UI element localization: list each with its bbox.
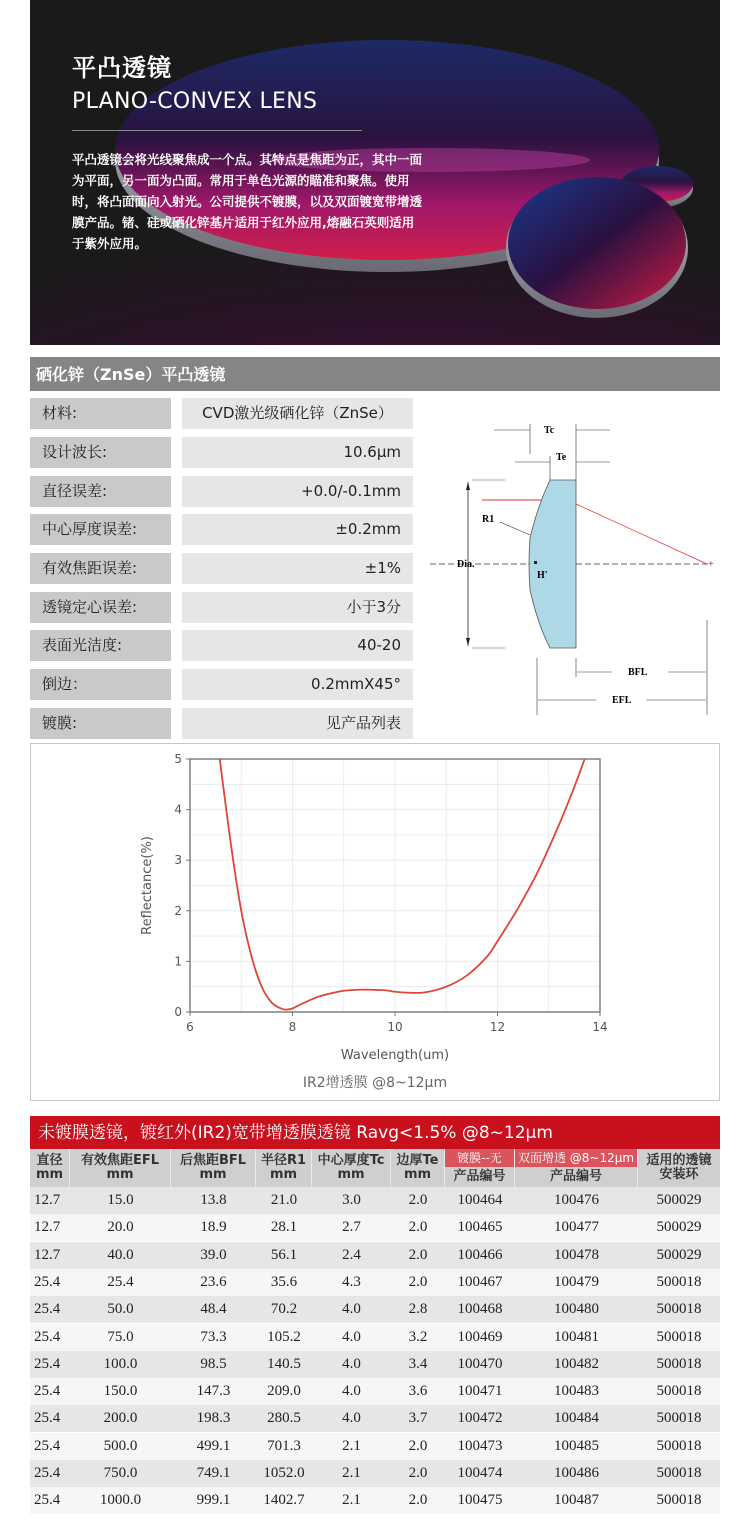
svg-text:+: + [708,559,714,570]
table-cell: 100487 [554,1492,599,1509]
table-cell: 4.0 [342,1383,361,1400]
table-cell: 98.5 [200,1355,227,1372]
tc-label: Tc [544,425,555,436]
table-cell: 100473 [457,1437,503,1454]
col-header-radius: 半径R1 mm [256,1149,312,1187]
reflectance-plot [31,744,719,1100]
table-cell: 25.4 [34,1492,61,1509]
spec-value: ±1% [182,553,413,584]
reflectance-chart [30,743,720,1101]
table-cell: 48.4 [200,1301,227,1318]
table-cell: 500.0 [103,1437,138,1454]
spec-row-surface-quality [30,630,413,661]
table-cell: 280.5 [267,1410,301,1427]
svg-text:2: 2 [174,903,182,918]
table-cell: 4.0 [342,1410,361,1427]
table-row [30,1378,720,1405]
table-cell: 750.0 [103,1465,138,1481]
te-label: Te [556,452,567,463]
table-row [30,1433,720,1460]
table-cell: 1000.0 [99,1492,142,1509]
table-cell: 100464 [457,1192,503,1208]
table-cell: 4.0 [342,1328,361,1345]
table-cell: 2.1 [342,1492,361,1509]
chart-caption: IR2增透膜 @8~12μm [302,1075,448,1091]
table-cell: 3.4 [408,1355,428,1372]
spec-row-wavelength [30,437,413,468]
spec-label: 倒边： [30,669,171,700]
table-cell: 100479 [554,1273,599,1290]
table-cell: 25.4 [34,1437,61,1454]
r1-label: R1 [482,514,495,525]
table-cell: 100482 [554,1355,599,1372]
table-cell: 100483 [554,1383,599,1400]
table-cell: 2.4 [342,1246,361,1263]
table-cell: 140.5 [267,1355,301,1372]
table-cell: 25.4 [107,1273,134,1290]
table-cell: 4.0 [342,1301,361,1318]
spec-row-center-thickness-tolerance [30,514,413,545]
table-cell: 1052.0 [263,1465,305,1481]
table-cell: 2.0 [408,1492,428,1509]
lens-geometry-diagram [420,410,730,720]
table-cell: 500018 [656,1492,702,1509]
col-header-mount: 适用的透镜 安装环 [646,1153,712,1182]
table-cell: 25.4 [34,1410,61,1427]
table-cell: 100472 [457,1410,503,1427]
spec-row-coating [30,708,413,739]
table-cell: 25.4 [34,1273,61,1290]
table-cell: 2.0 [408,1192,428,1208]
table-cell: 28.1 [270,1219,298,1236]
table-cell: 100481 [554,1328,599,1345]
spec-value: ±0.2mm [182,514,413,545]
table-cell: 2.7 [342,1219,361,1236]
banner-title-cn: 平凸透镜 [72,54,172,82]
table-cell: 100477 [554,1219,599,1236]
table-cell: 18.9 [200,1219,227,1236]
svg-text:14: 14 [592,1020,608,1034]
table-cell: 56.1 [270,1246,298,1263]
hero-banner [30,0,720,345]
spec-label: 透镜定心误差: [30,592,171,623]
spec-row-efl-tolerance [30,553,413,584]
table-cell: 12.7 [34,1246,61,1263]
h-principal-label: H' [537,570,548,581]
table-cell: 100485 [554,1437,599,1454]
table-row [30,1296,720,1323]
table-cell: 2.0 [408,1246,428,1263]
table-cell: 500018 [656,1383,702,1400]
table-cell: 500018 [656,1273,702,1290]
svg-text:12: 12 [489,1020,506,1034]
table-cell: 100484 [554,1410,599,1427]
table-cell: 105.2 [267,1328,301,1345]
table-cell: 25.4 [34,1465,61,1481]
svg-text:6: 6 [186,1020,194,1034]
spec-row-bevel [30,669,413,700]
table-cell: 999.1 [196,1492,231,1509]
table-cell: 35.6 [270,1273,298,1290]
table-cell: 500018 [656,1410,702,1427]
spec-section-header: 硒化锌（ZnSe）平凸透镜 [30,357,720,391]
spec-value: 小于3分 [182,592,413,623]
table-cell: 2.0 [408,1465,428,1481]
spec-value: CVD激光级硒化锌（ZnSe） [182,398,413,429]
table-cell: 500018 [656,1465,702,1481]
table-cell: 500018 [656,1355,702,1372]
table-cell: 2.0 [408,1273,428,1290]
table-cell: 2.8 [408,1301,428,1318]
table-cell: 40.0 [107,1246,134,1263]
table-cell: 20.0 [107,1219,134,1236]
table-cell: 500018 [656,1301,702,1318]
table-cell: 39.0 [200,1246,227,1263]
spec-row-material [30,398,413,429]
table-cell: 3.2 [408,1328,428,1345]
table-cell: 100470 [457,1355,503,1372]
spec-value: 10.6μm [182,437,413,468]
product-table-title: 未镀膜透镜，镀红外(IR2)宽带增透膜透镜 Ravg<1.5% @8~12μm [30,1116,720,1149]
table-cell: 147.3 [196,1383,231,1400]
table-cell: 4.3 [342,1273,361,1290]
table-row [30,1460,720,1487]
banner-divider [72,130,362,131]
spec-label: 镀膜: [30,708,171,739]
svg-text:8: 8 [288,1020,297,1034]
spec-value: 0.2mmX45° [182,669,413,700]
table-cell: 150.0 [103,1383,138,1400]
table-cell: 13.8 [200,1192,227,1208]
spec-value: 见产品列表 [182,708,413,739]
table-cell: 23.6 [200,1273,227,1290]
spec-label: 表面光洁度: [30,630,171,661]
table-cell: 100480 [554,1301,599,1318]
table-row [30,1351,720,1378]
table-cell: 198.3 [196,1410,231,1427]
table-cell: 500018 [656,1328,702,1345]
table-cell: 12.7 [34,1219,61,1236]
table-cell: 21.0 [270,1192,298,1208]
spec-value: 40-20 [182,630,413,661]
table-cell: 12.7 [34,1192,61,1208]
col-header-efl: 有效焦距EFL mm [70,1149,171,1187]
table-cell: 1402.7 [263,1492,305,1509]
spec-label: 中心厚度误差: [30,514,171,545]
table-cell: 100467 [457,1273,503,1290]
table-cell: 701.3 [267,1437,301,1454]
table-row [30,1242,720,1269]
y-axis-label: Reflectance(%) [140,836,155,935]
table-cell: 500018 [656,1437,702,1454]
table-cell: 3.7 [408,1410,428,1427]
table-cell: 50.0 [107,1301,134,1318]
table-cell: 25.4 [34,1301,61,1318]
table-cell: 3.6 [408,1383,428,1400]
table-cell: 500029 [656,1246,702,1263]
svg-text:3: 3 [174,853,182,868]
banner-title-en: PLANO-CONVEX LENS [72,89,318,114]
spec-label: 直径误差: [30,476,171,507]
col-header-diameter: 直径 mm [30,1149,70,1187]
table-cell: 73.3 [200,1328,227,1345]
svg-text:4: 4 [174,802,182,817]
table-cell: 749.1 [196,1465,231,1481]
spec-row-diameter-tolerance [30,476,413,507]
product-table-header [30,1149,720,1187]
table-cell: 2.1 [342,1437,361,1454]
table-cell: 200.0 [103,1410,138,1427]
table-cell: 100469 [457,1328,503,1345]
dia-label: Dia. [457,559,475,570]
spec-label: 设计波长: [30,437,171,468]
table-cell: 100475 [457,1492,503,1509]
col-header-edge-thickness: 边厚Te mm [391,1149,445,1187]
svg-text:10: 10 [387,1020,403,1034]
table-cell: 75.0 [107,1328,134,1345]
table-row [30,1214,720,1241]
table-cell: 209.0 [267,1383,301,1400]
table-cell: 2.1 [342,1465,361,1481]
table-cell: 500029 [656,1219,702,1236]
table-row [30,1269,720,1296]
svg-text:0: 0 [174,1005,182,1019]
table-cell: 100468 [457,1301,503,1318]
spec-label: 材料: [30,398,171,429]
table-cell: 70.2 [270,1301,298,1318]
reflectance-curve [220,759,585,1010]
banner-description: 平凸透镜会将光线聚焦成一个点。其特点是焦距为正，其中一面为平面，另一面为凸面。常用于单色光源的瞄准和聚焦。使用时，将凸面面向入射光。公司提供不镀膜，以及双面镀宽带增透膜产品。锗、硅或硒化锌基片适用于红外应用,熔融石英则适用于紫外应用。 [72,152,423,251]
table-row [30,1405,720,1432]
svg-text:5: 5 [174,752,182,766]
table-cell: 500029 [656,1192,702,1208]
spec-value: +0.0/-0.1mm [182,476,413,507]
table-cell: 2.0 [408,1219,428,1236]
svg-text:1: 1 [174,954,182,969]
table-cell: 25.4 [34,1383,61,1400]
table-row [30,1324,720,1351]
table-cell: 100486 [554,1465,599,1481]
efl-label: EFL [612,695,632,706]
col-header-uncoated-part: 镀膜--无 产品编号 [445,1149,515,1187]
spec-label: 有效焦距误差: [30,553,171,584]
col-header-ar-coated-part: 双面增透 @8~12μm 产品编号 [515,1149,638,1187]
table-cell: 15.0 [107,1192,134,1208]
table-cell: 100476 [554,1192,599,1208]
table-cell: 25.4 [34,1355,61,1372]
spec-row-centration [30,592,413,623]
table-cell: 100471 [457,1383,503,1400]
bfl-label: BFL [628,667,648,678]
table-cell: 100478 [554,1246,599,1263]
col-header-bfl: 后焦距BFL mm [171,1149,256,1187]
table-cell: 499.1 [196,1437,231,1454]
table-row [30,1187,720,1214]
col-header-center-thickness: 中心厚度Tc mm [312,1149,391,1187]
table-cell: 100465 [457,1219,503,1236]
table-cell: 4.0 [342,1355,361,1372]
table-row [30,1487,720,1514]
table-cell: 3.0 [342,1192,361,1208]
table-cell: 25.4 [34,1328,61,1345]
table-cell: 2.0 [408,1437,428,1454]
x-axis-label: Wavelength(um) [340,1048,450,1063]
table-cell: 100466 [457,1246,503,1263]
table-cell: 100474 [457,1465,503,1481]
table-cell: 100.0 [103,1355,138,1372]
